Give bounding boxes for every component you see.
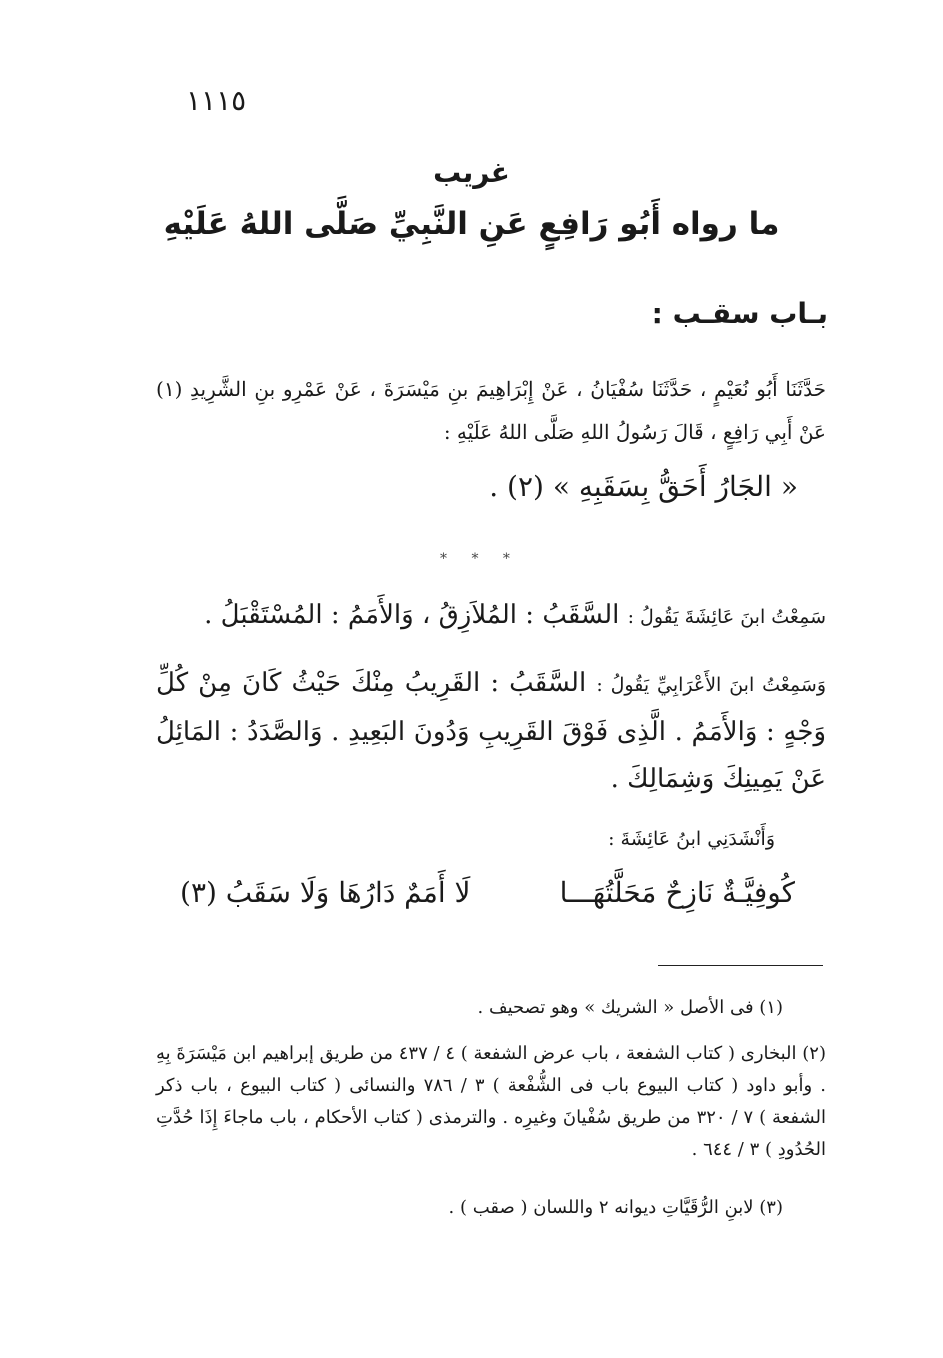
statement-lead: وَسَمِعْتُ ابنَ الأَعْرَابِيِّ يَقُولُ : xyxy=(596,674,827,696)
poem-hemistich-second: لَا أَمَمٌ دَارُهَا وَلَا سَقَبُ (٣) xyxy=(180,876,471,909)
poem-intro: وَأَنْشَدَنِي ابنُ عَائِشَةَ : xyxy=(608,828,775,850)
footnote-3: (٣) لابنِ الرُّقَيَّاتِ ديوانه ٢ واللسان ( صقب ) . xyxy=(448,1197,783,1218)
statement-body: السَّقَبُ : القَرِيبُ مِنْكَ حَيْثُ كَانَ مِنْ كُلِّ وَجْهٍ : وَالأَمَمُ . الَّذِى فَوْقَ القَرِيبِ وَدُونَ البَعِيدِ . وَالصَّدَدُ : المَائِلُ عَنْ يَمِينِكَ وَشِمَالِكَ . xyxy=(156,668,826,794)
statement-ibn-arabi xyxy=(156,660,826,803)
isnad-paragraph: حَدَّثَنَا أَبُو نُعَيْمٍ ، حَدَّثَنَا سُفْيَانُ ، عَنْ إِبْرَاهِيمَ بنِ مَيْسَرَةَ ، عَنْ عَمْرِو بنِ الشَّرِيدِ (١) عَنْ أَبِي رَافِعٍ ، قَالَ رَسُولُ اللهِ صَلَّى اللهُ عَلَيْهِ : xyxy=(156,377,826,444)
chapter-subtitle: ما رواه أَبُو رَافِعٍ عَنِ النَّبِيِّ صَلَّى اللهُ عَلَيْهِ xyxy=(163,206,780,242)
page-number: ١١١٥ xyxy=(186,84,247,117)
poem-hemistich-first: كُوفِيَّـةٌ نَازِحٌ مَحَلَّتُهَـــا xyxy=(559,876,795,909)
chapter-title: غريب xyxy=(433,156,510,189)
statement-ibn-aisha xyxy=(204,600,826,630)
footnote-rule xyxy=(658,965,823,966)
footnote-1: (١) فى الأصل « الشريك » وهو تصحيف . xyxy=(477,997,783,1018)
footnote-2: (٢) البخارى ( كتاب الشفعة ، باب عرض الشفعة ) ٤ / ٤٣٧ من طريق إبراهيم ابن مَيْسَرَةَ بِهِ . وأبو داود ( كتاب البيوع باب فى الشُّفْعة ) ٣ / ٧٨٦ والنسائى ( كتاب البيوع ، باب ذكر الشفعة ) ٧ / ٣٢٠ من طريق سُفْيانَ وغيرِه . والترمذى ( كتاب الأحكام ، باب ماجاءَ إِذَا حُدَّتِ الحُدُودِ ) ٣ / ٦٤٤ . xyxy=(156,1043,827,1160)
section-heading: بـاب سقـب : xyxy=(651,297,828,330)
statement-body: السَّقَبُ : المُلاَزِقُ ، وَالأَمَمُ : المُسْتَقْبَلُ . xyxy=(204,600,620,630)
separator-stars: * * * xyxy=(440,551,520,567)
hadith-text: « الجَارُ أَحَقُّ بِسَقَبِهِ » (٢) . xyxy=(489,470,798,503)
statement-lead: سَمِعْتُ ابنَ عَائِشَةَ يَقُولُ : xyxy=(627,606,826,628)
